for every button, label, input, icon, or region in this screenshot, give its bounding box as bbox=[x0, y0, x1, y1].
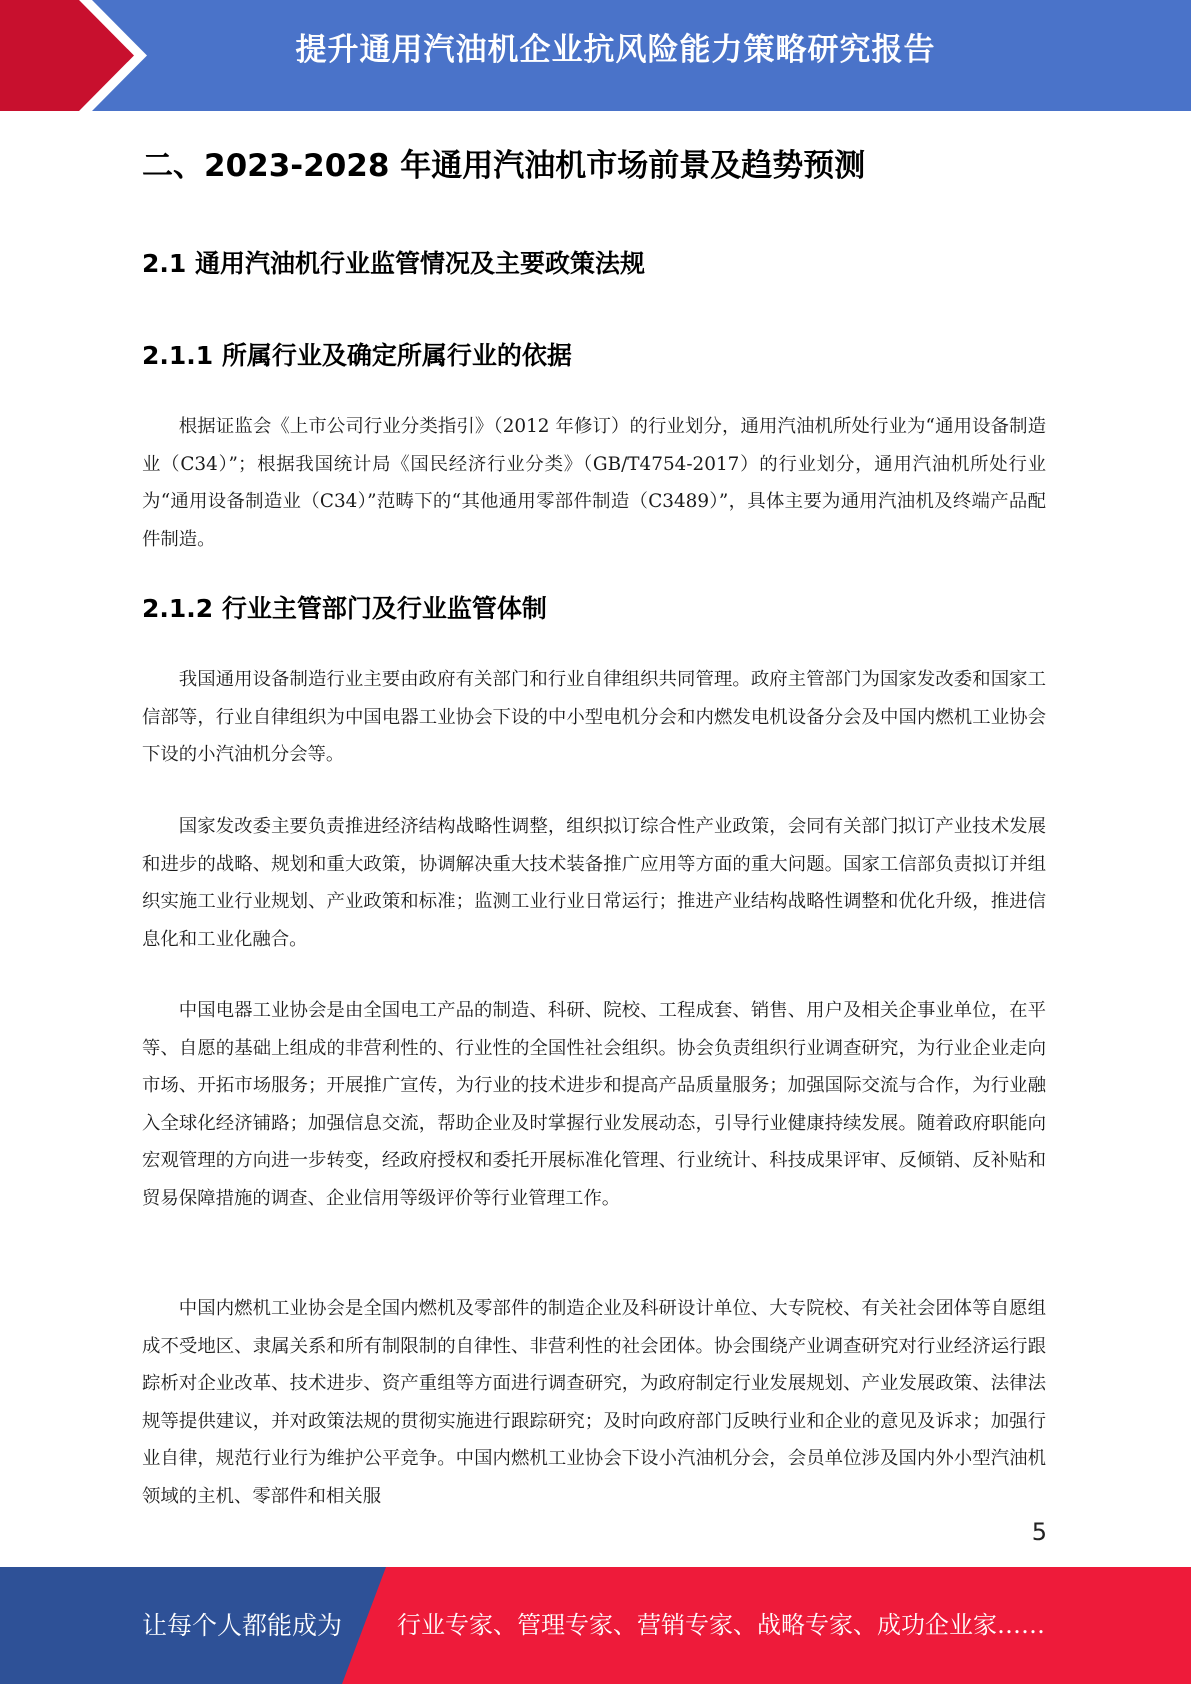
paragraph-industry-classification: 根据证监会《上市公司行业分类指引》（2012 年修订）的行业划分，通用汽油机所处行业为“通用设备制造业（C34）”；根据我国统计局《国民经济行业分类》（GB/T4754-2017）的行业划分，通用汽油机所处行业为“通用设备制造业（C34）”范畴下的“其他通用零部件制造（C3489）”，具体主要为通用汽油机及终端产品配件制造。 bbox=[142, 416, 1046, 550]
header-chevron-icon bbox=[0, 0, 160, 111]
footer-slogan-left: 让每个人都能成为 bbox=[142, 1611, 343, 1640]
footer-slogan-right: 行业专家、管理专家、营销专家、战略专家、成功企业家…… bbox=[397, 1611, 1045, 1639]
paragraph-ndrc-miit: 国家发改委主要负责推进经济结构战略性调整，组织拟订综合性产业政策，会同有关部门拟订产业技术发展和进步的战略、规划和重大政策，协调解决重大技术装备推广应用等方面的重大问题。国家工信部负责拟订并组织实施工业行业规划、产业政策和标准；监测工业行业日常运行；推进产业结构战略性调整和优化升级，推进信息化和工业化融合。 bbox=[142, 816, 1046, 950]
footer-banner bbox=[0, 1567, 1191, 1684]
section-heading-2-1-1: 2.1.1 所属行业及确定所属行业的依据 bbox=[142, 341, 572, 370]
paragraph-electrical-association: 中国电器工业协会是由全国电工产品的制造、科研、院校、工程成套、销售、用户及相关企事业单位，在平等、自愿的基础上组成的非营利性的、行业性的全国性社会组织。协会负责组织行业调查研究，为行业企业走向市场、开拓市场服务；开展推广宣传，为行业的技术进步和提高产品质量服务；加强国际交流与合作，为行业融入全球化经济铺路；加强信息交流，帮助企业及时掌握行业发展动态，引导行业健康持续发展。随着政府职能向宏观管理的方向进一步转变，经政府授权和委托开展标准化管理、行业统计、科技成果评审、反倾销、反补贴和贸易保障措施的调查、企业信用等级评价等行业管理工作。 bbox=[142, 1000, 1046, 1209]
paragraph-combustion-engine-association: 中国内燃机工业协会是全国内燃机及零部件的制造企业及科研设计单位、大专院校、有关社会团体等自愿组成不受地区、隶属关系和所有制限制的自律性、非营利性的社会团体。协会围绕产业调查研究对行业经济运行跟踪析对企业改革、技术进步、资产重组等方面进行调查研究，为政府制定行业发展规划、产业发展政策、法律法规等提供建议，并对政策法规的贯彻实施进行跟踪研究；及时向政府部门反映行业和企业的意见及诉求；加强行业自律，规范行业行为维护公平竞争。中国内燃机工业协会下设小汽油机分会，会员单位涉及国内外小型汽油机领域的主机、零部件和相关服 bbox=[142, 1298, 1046, 1507]
page-number: 5 bbox=[1031, 1518, 1047, 1546]
report-title: 提升通用汽油机企业抗风险能力策略研究报告 bbox=[295, 32, 936, 68]
paragraph-regulatory-bodies: 我国通用设备制造行业主要由政府有关部门和行业自律组织共同管理。政府主管部门为国家发改委和国家工信部等，行业自律组织为中国电器工业协会下设的中小型电机分会和内燃发电机设备分会及中国内燃机工业协会下设的小汽油机分会等。 bbox=[142, 669, 1046, 765]
section-heading-2-1: 2.1 通用汽油机行业监管情况及主要政策法规 bbox=[142, 249, 645, 278]
header-bar bbox=[0, 0, 1191, 111]
section-heading-2-1-2: 2.1.2 行业主管部门及行业监管体制 bbox=[142, 594, 547, 623]
chapter-title: 二、2023-2028 年通用汽油机市场前景及趋势预测 bbox=[142, 148, 866, 184]
